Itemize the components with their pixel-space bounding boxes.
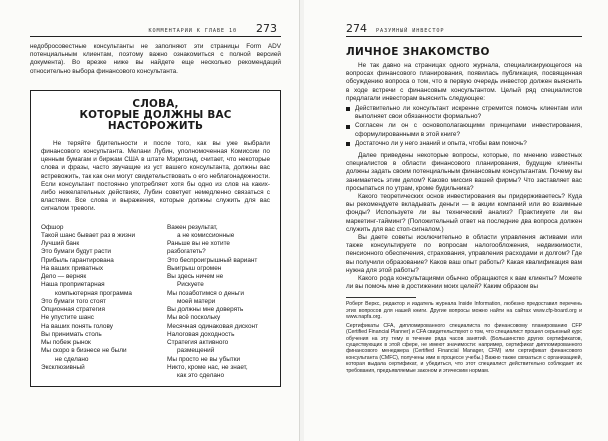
page-number: 274 <box>346 22 367 35</box>
bullet-item: Согласен ли он с основополагающими принципами инвестирования, сформулированными в этой книге? <box>346 122 582 138</box>
footnote-divider <box>346 297 416 298</box>
box-title-line: КОТОРЫЕ ДОЛЖНЫ ВАС <box>79 108 232 121</box>
box-title-line: СЛОВА, <box>132 97 179 110</box>
warning-word: Дело — верняк <box>41 273 87 281</box>
warning-word: Раньше вы не хотите разбогатеть? <box>167 240 230 256</box>
warning-word: Такой шанс бывает раз в жизни <box>41 231 136 239</box>
warning-word: Рискуете <box>177 281 204 289</box>
warning-word: Важен результат, <box>167 223 218 231</box>
warning-word: Мы просто не вы убытки <box>167 355 241 363</box>
warning-word: Выигрыш огромен <box>167 264 222 272</box>
warning-words-list <box>41 224 270 381</box>
left-page <box>0 0 300 441</box>
footnote: Роберт Веркс, редактор и издатель журнала Inside Information, любезно предоставил перечень этих вопросов для нашей книги. Другие вопросы можно найти на сайтах www.cfp-board.org и www.napfa.org. <box>346 301 582 321</box>
footnote: Сертификаты CFA, дипломированного специалиста по финансовому планированию CFP (Certified Financial Planner) и CFA свидетельствуют о том, что специалист прошел серьезный курс обучения на эту тему в течение ряда часов занятий. (Большинство других сертификатов, существующих в этой сфере, не имеют значимости: например, сертификат дипломированного финансового менеджера (Certified Financial Manager, CFM) или сертификат финансового консультанта (CMFC), получены ими в процессе учебы.) Важно также связаться с организацией, которая выдала сертификат, и убедиться, что этот специалист действительно соблюдает их требования, предъявляемые законом и этическим нормам. <box>346 322 582 374</box>
warning-word: Мы побеж рынок <box>41 339 91 347</box>
warning-word: Вы здесь ничем не <box>167 273 224 281</box>
warning-word: Лучший банк <box>41 240 80 248</box>
box-paragraph: Не теряйте бдительности и после того, как вы уже выбрали финансового консультанта. Мелани Лубин, уполномоченная Комиссии по ценным бумагам и биржам США в штате Мэрилэнд, считает, что некоторые слова и фразы, часто звучащие из уст вашего консультанта, должны вас встревожить, так как они могут свидетельствовать о его неблагонадежности. Если консультант постоянно употребляет хотя бы одно из слов на каких-либо нежелательных действиях, Лубин советует немедленно связаться с властями. Все слова и выражения, которые должны служить для вас сигналом тревоги. <box>41 139 270 213</box>
box-title-line: НАСТОРОЖИТЬ <box>107 119 204 132</box>
warning-word: Офшор <box>41 223 64 231</box>
bullet-list <box>346 105 582 148</box>
warning-word: Стратегия активного <box>167 339 229 347</box>
warning-word: Это бумаги будут расти <box>41 248 111 256</box>
warning-word: Не упустите шанс <box>41 314 95 322</box>
box-title <box>41 99 270 132</box>
warning-word: Мы скоро в бизнесе не были <box>41 347 127 355</box>
paragraph: Какого рода консультациями обычно обращаются к вам клиенты? Можете ли вы помочь мне в достижении моих целей? Каким образом вы <box>346 275 582 291</box>
warning-word: Опционная стратегия <box>41 306 105 314</box>
warning-word: Вы должны мне доверять <box>167 306 244 314</box>
warning-word: Никто, кроме нас, не знает, <box>167 363 248 371</box>
bullet-item: Действительно ли консультант искренне стремится помочь клиентам или выполняет свои обязанности формально? <box>346 105 582 121</box>
warning-word: Эксклюзивный <box>41 363 85 371</box>
warning-word: не сделано <box>55 355 89 363</box>
paragraph: Далее приведены некоторые вопросы, которые, по мнению известных специалистов в области финансового планирования, будущие клиенты должны задать своим потенциальным финансовым консультантам. Почему вы занимаетесь этим делом? Каково миссия вашей фирмы? Что заставляет вас просыпаться по утрам, кроме будильника? <box>346 152 582 192</box>
warning-word: Это беспроигрышный вариант <box>167 256 258 264</box>
warning-word: На ваших понять голову <box>41 322 113 330</box>
warning-word: Налоговая доходность <box>167 330 235 338</box>
bullet-item: Достаточно ли у него знаний и опыта, чтобы вам помочь? <box>346 140 582 148</box>
warning-word: размещений <box>177 347 215 355</box>
paragraph: Не так давно на страницах одного журнала, специализирующегося на вопросах финансового планирования, появилась публикация, посвященная обсуждению вопроса о том, что в первую очередь инвестор должен выяснить в ходе встречи с финансовым консультантом. Целый ряд специалистов предлагали инвесторам выяснить следующее: <box>346 62 582 102</box>
warning-word: компьютерная программа <box>55 289 132 297</box>
intro-paragraph: недобросовестные консультанты не заполняют эти страницы Form ADV потенциальным клиентам, поэтому важно ознакомиться с полной версией документа). Во врезке ниже вы найдете еще несколько рекомендаций относительно выбора финансового консультанта. <box>30 43 281 75</box>
page-number: 273 <box>256 22 277 35</box>
warning-words-box <box>30 90 281 388</box>
warning-words-column-1 <box>41 224 167 381</box>
warning-word: Месячная одинаковая дисконт <box>167 322 258 330</box>
running-header-title: РАЗУМНЫЙ ИНВЕСТОР <box>376 28 445 34</box>
warning-word: На ваших приватных <box>41 264 104 272</box>
warning-words-column-2 <box>167 224 270 381</box>
warning-word: Мы всё поскольку <box>167 314 221 322</box>
paragraph: Какого теоретических основ инвестирования вы придерживаетесь? Куда вы рекомендуете вкладывать деньги — в акции компаний или во взаимные фонды? Используете ли вы технический анализ? Практикуете ли вы маркетинг-тайминг? (Положительный ответ на последние два вопроса должен служить для вас стоп-сигналом.) <box>346 193 582 233</box>
warning-word: Это бумаги того стоят <box>41 297 106 305</box>
section-title: ЛИЧНОЕ ЗНАКОМСТВО <box>346 46 490 58</box>
warning-word: Наша проприетарная <box>41 281 105 289</box>
warning-word: а не комиссионные <box>177 231 235 239</box>
right-page <box>304 0 608 441</box>
running-header-title: КОММЕНТАРИИ К ГЛАВЕ 10 <box>148 28 237 34</box>
warning-word: Вы принимать столь <box>41 330 102 338</box>
warning-word: Прибыль гарантирована <box>41 256 114 264</box>
warning-word: Мы позаботимся о деньги <box>167 289 244 297</box>
warning-word: моей матери <box>177 297 216 305</box>
paragraph: Вы даете советы исключительно в области управления активами или также консультируете по вопросам налогообложения, недвижимости, пенсионного обеспечения, страхования, управления расходами и долгом? Где вы получили образование? Каков ваш опыт работы? Какая квалификация вам нужна для этой работы? <box>346 234 582 274</box>
warning-word: как это сделано <box>177 372 224 380</box>
running-header <box>30 14 281 37</box>
running-header <box>346 14 582 37</box>
